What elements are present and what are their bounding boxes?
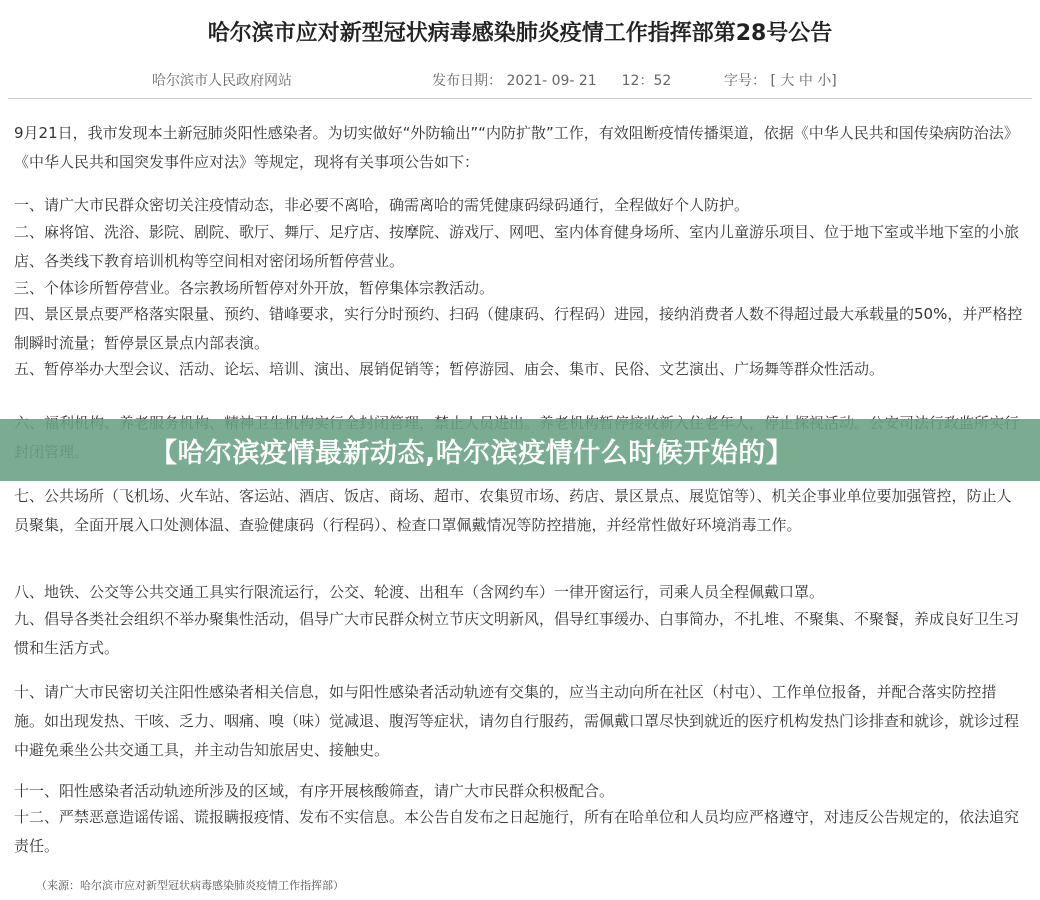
overlay-banner [0,419,1040,481]
notice-item-1: 一、请广大市民群众密切关注疫情动态，非必要不离哈，确需离哈的需凭健康码绿码通行，全程做好个人防护。 [14,196,750,214]
page-title: 哈尔滨市应对新型冠状病毒感染肺炎疫情工作指挥部第28号公告 [207,21,833,46]
banner-title[interactable]: 【哈尔滨疫情最新动态,哈尔滨疫情什么时候开始的】 [150,438,794,469]
notice-item-5: 五、暂停举办大型会议、活动、论坛、培训、演出、展销促销等；暂停游园、庙会、集市、民俗、文艺演出、广场舞等群众性活动。 [14,360,885,378]
notice-item-8: 八、地铁、公交等公共交通工具实行限流运行，公交、轮渡、出租车（含网约车）一律开窗运行，司乘人员全程佩戴口罩。 [14,583,825,601]
notice-item-2: 二、麻将馆、洗浴、影院、剧院、歌厅、舞厅、足疗店、按摩院、游戏厅、网吧、室内体育健身场所、室内儿童游乐项目、位于地下室或半地下室的小旅店、各类线下教育培训机构等空间相对密闭场所暂停营业。 [14,223,1020,270]
publish-date [432,70,671,90]
notice-item-12: 十二、严禁恶意造谣传谣、谎报瞒报疫情、发布不实信息。本公告自发布之日起施行，所有在哈单位和人员均应严格遵守，对违反公告规定的，依法追究责任。 [14,808,1020,855]
font-size-options[interactable]: [ 大 中 小] [770,73,837,89]
notice-item-10: 十、请广大市民密切关注阳性感染者相关信息，如与阳性感染者活动轨迹有交集的，应当主动向所在社区（村屯）、工作单位报备，并配合落实防控措施。如出现发热、干咳、乏力、咽痛、嗅（味）觉减退、腹泻等症状，请勿自行服药，需佩戴口罩尽快到就近的医疗机构发热门诊排查和就诊，就诊过程中避免乘坐公共交通工具，并主动告知旅居史、接触史。 [14,683,1020,759]
source-note: （来源：哈尔滨市应对新型冠状病毒感染肺炎疫情工作指挥部） [36,879,344,892]
intro-paragraph: 9月21日，我市发现本土新冠肺炎阳性感染者。为切实做好“外防输出”“内防扩散”工作，有效阻断疫情传播渠道，依据《中华人民共和国传染病防治法》《中华人民共和国突发事件应对法》等规定，现将有关事项公告如下： [14,124,1019,171]
notice-item-11: 十一、阳性感染者活动轨迹所涉及的区域，有序开展核酸筛查，请广大市民群众积极配合。 [14,782,615,800]
header-divider [8,98,1032,99]
notice-item-4: 四、景区景点要严格落实限量、预约、错峰要求，实行分时预约、扫码（健康码、行程码）进园，接纳消费者人数不得超过最大承载量的50%，并严格控制瞬时流量；暂停景区景点内部表演。 [14,305,1023,352]
notice-item-7: 七、公共场所（飞机场、火车站、客运站、酒店、饭店、商场、超市、农集贸市场、药店、景区景点、展览馆等）、机关企事业单位要加强管控，防止人员聚集，全面开展入口处测体温、查验健康码（行程码）、检查口罩佩戴情况等防控措施，并经常性做好环境消毒工作。 [14,487,1012,534]
notice-item-3: 三、个体诊所暂停营业。各宗教场所暂停对外开放，暂停集体宗教活动。 [14,279,495,297]
site-name[interactable]: 哈尔滨市人民政府网站 [152,73,292,89]
font-size-control[interactable] [724,70,837,90]
publish-label: 发布日期： [432,73,502,89]
notice-item-9: 九、倡导各类社会组织不举办聚集性活动，倡导广大市民群众树立节庆文明新风，倡导红事缓办、白事简办，不扎堆、不聚集、不聚餐，养成良好卫生习惯和生活方式。 [14,610,1020,657]
publish-date-value: 2021- 09- 21 [506,73,597,89]
font-size-label: 字号： [724,73,766,89]
publish-time-value: 12：52 [621,73,672,89]
